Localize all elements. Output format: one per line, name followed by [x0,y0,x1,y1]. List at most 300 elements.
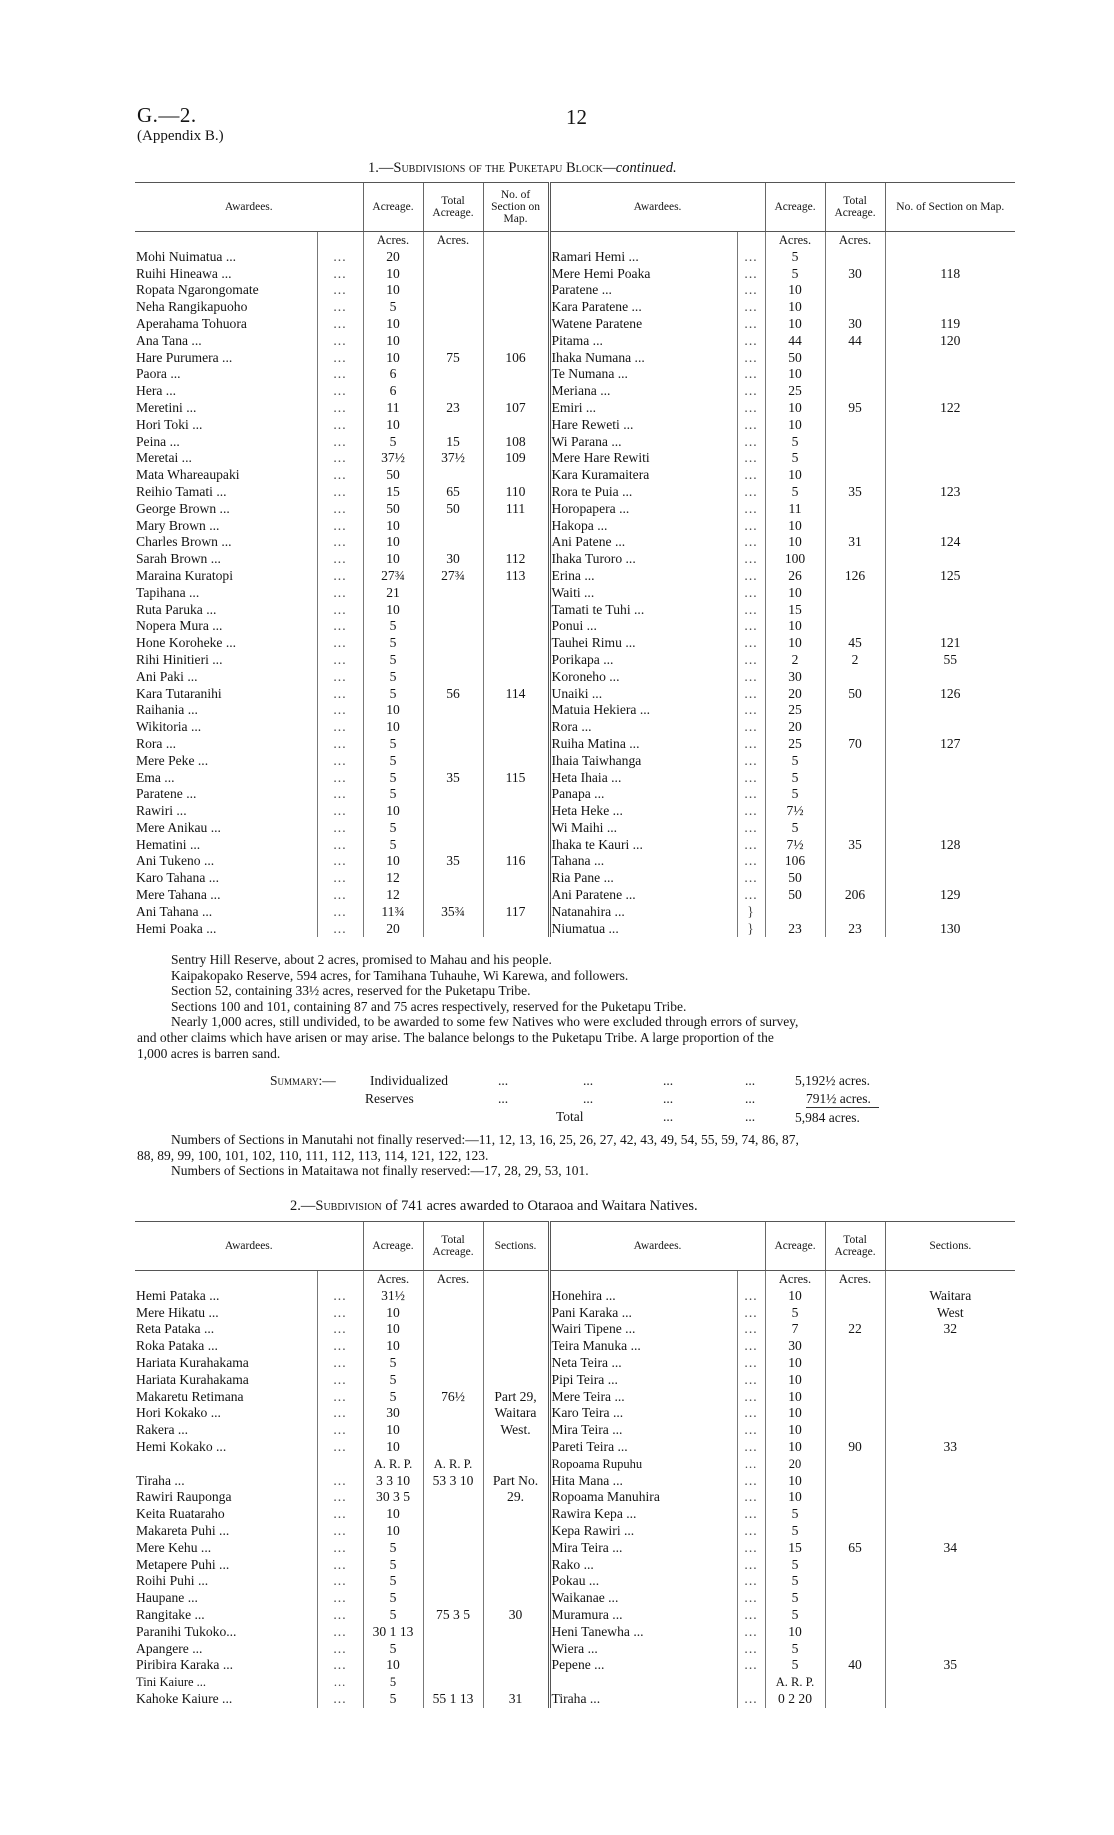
awardee-name: Koroneho ... [549,669,737,686]
acreage-value: 23 [765,921,825,938]
total-acreage-value [423,383,483,400]
acreage-value: 5 [363,786,423,803]
total-acreage-value [825,1590,885,1607]
awardee-name: Rora ... [549,719,737,736]
acreage-value: 10 [765,1439,825,1456]
leader-dots: ... [317,299,363,316]
awardee-name: Roihi Puhi ... [136,1573,209,1589]
summary-dots: ... [663,1091,674,1106]
table-row [135,366,1015,383]
total-acreage-value [825,1456,885,1473]
total-acreage-value [423,753,483,770]
acreage-value: 11 [765,501,825,518]
section-number [483,1355,549,1372]
acreage-value: 5 [363,1573,423,1590]
awardee-name: Hera ... [136,383,177,399]
awardee-name: Hori Toki ... [136,416,203,432]
section-number [885,249,1015,266]
leader-dots: ... [317,1439,363,1456]
table-row [135,702,1015,719]
awardee-name: Rora te Puia ... [549,484,737,501]
leader-dots: } [737,904,765,921]
section-number: 31 [483,1691,549,1708]
acreage-value: 10 [363,551,423,568]
col-sections-left: Sections. [483,1222,549,1271]
table-row [135,417,1015,434]
acreage-value: 50 [765,870,825,887]
total-acreage-value: 22 [825,1321,885,1338]
section-number [885,803,1015,820]
awardee-name: Ropoama Rupuhu [549,1456,737,1473]
awardee-name: Rawiri ... [136,803,187,819]
acreage-value: 10 [765,635,825,652]
leader-dots: ... [737,1691,765,1708]
section-number: 115 [483,770,549,787]
total-acreage-value [423,870,483,887]
leader-dots: ... [737,1573,765,1590]
section-number [885,366,1015,383]
awardee-name: Neta Teira ... [549,1355,737,1372]
total-acreage-value [825,719,885,736]
col-acreage-left: Acreage. [363,183,423,232]
acreage-value: 20 [765,719,825,736]
awardee-name: Mere Kehu ... [136,1539,212,1555]
leader-dots: ... [317,1674,363,1691]
acreage-value: A. R. P. [363,1456,423,1473]
acreage-value: 10 [765,1405,825,1422]
table-row [135,1355,1015,1372]
table-row [135,1573,1015,1590]
table-row [135,484,1015,501]
table-row [135,1624,1015,1641]
total-acreage-value: 30 [825,316,885,333]
acreage-value: 5 [363,1389,423,1406]
sections-notes [137,1132,799,1179]
total-acreage-value [825,1506,885,1523]
section2-heading-prefix: 2.— [290,1198,316,1214]
table-row [135,299,1015,316]
total-acreage-value [825,602,885,619]
section-number: 122 [885,400,1015,417]
awardee-name: Sarah Brown ... [136,551,221,567]
leader-dots: ... [737,1590,765,1607]
total-acreage-value [825,417,885,434]
acreage-value: 10 [363,1657,423,1674]
leader-dots: ... [317,450,363,467]
total-acreage-value [423,669,483,686]
section-number [885,1489,1015,1506]
acreage-value: Acres. [765,1271,825,1288]
acreage-value: 10 [363,417,423,434]
total-acreage-value: 126 [825,568,885,585]
acreage-value: 10 [363,719,423,736]
acreage-value: 0 2 20 [765,1691,825,1708]
section-number [483,786,549,803]
section-number [885,585,1015,602]
acreage-value: A. R. P. [765,1674,825,1691]
table-row [135,686,1015,703]
table-row [135,736,1015,753]
leader-dots: ... [317,400,363,417]
acreage-value: 10 [765,316,825,333]
leader-dots: ... [737,1422,765,1439]
acreage-value: 5 [765,1557,825,1574]
acreage-value: 50 [363,501,423,518]
awardee-name: Kara Paratene ... [549,299,737,316]
table-row [135,1641,1015,1658]
acreage-value: 10 [765,467,825,484]
section-number [885,501,1015,518]
leader-dots: ... [317,1624,363,1641]
leader-dots: ... [737,1657,765,1674]
total-acreage-value [825,585,885,602]
section-number [483,1456,549,1473]
table-row [135,786,1015,803]
total-acreage-value: A. R. P. [423,1456,483,1473]
acreage-value: 10 [363,602,423,619]
acreage-value: 25 [765,702,825,719]
acreage-value: 30 [765,1338,825,1355]
leader-dots: ... [317,1288,363,1305]
section-number [483,1674,549,1691]
section-number: 29. [483,1489,549,1506]
leader-dots: ... [737,400,765,417]
leader-dots [737,232,765,249]
total-acreage-value: 95 [825,400,885,417]
leader-dots: ... [317,501,363,518]
section-number [483,702,549,719]
section-number: Waitara [483,1405,549,1422]
acreage-value: 10 [765,400,825,417]
total-acreage-value [825,1523,885,1540]
table-row [135,887,1015,904]
section-number [885,1456,1015,1473]
total-acreage-value: Acres. [825,1271,885,1288]
doc-code: G.—2. [137,103,197,127]
acreage-value: 25 [765,736,825,753]
acreage-value: Acres. [363,232,423,249]
total-acreage-value [825,551,885,568]
acreage-value: 37½ [363,450,423,467]
total-acreage-value [423,1372,483,1389]
leader-dots: ... [317,669,363,686]
leader-dots: ... [737,1389,765,1406]
awardee-name: Rako ... [549,1557,737,1574]
leader-dots: ... [737,736,765,753]
total-acreage-value [423,1557,483,1574]
awardee-name: Ruta Paruka ... [136,601,217,617]
section-number [483,1506,549,1523]
leader-dots: ... [737,1624,765,1641]
awardee-name: Metapere Puhi ... [136,1556,230,1572]
total-acreage-value [825,366,885,383]
total-acreage-value: 75 [423,350,483,367]
leader-dots: ... [317,1657,363,1674]
awardee-name: Pareti Teira ... [549,1439,737,1456]
awardee-name: Tamati te Tuhi ... [549,602,737,619]
section-number [885,1590,1015,1607]
awardee-name: Ihaka Turoro ... [549,551,737,568]
section1-header-row [135,183,1015,232]
awardee-name: Hemi Kokako ... [136,1438,227,1454]
leader-dots: ... [737,1439,765,1456]
sections-note-line: Numbers of Sections in Manutahi not finally reserved:—11, 12, 13, 16, 25, 26, 27, 42, 43, 49, 54, 55, 59, 74, 86, 87, [171,1132,799,1147]
awardee-name: Hakopa ... [549,518,737,535]
section-number: 113 [483,568,549,585]
section-number: 30 [483,1607,549,1624]
acreage-value [765,904,825,921]
acreage-value: 20 [363,249,423,266]
awardee-name: Hita Mana ... [549,1473,737,1490]
acreage-value: 5 [363,820,423,837]
acreage-value: 25 [765,383,825,400]
section-number: 111 [483,501,549,518]
awardee-name: Pipi Teira ... [549,1372,737,1389]
acreage-value: 10 [765,518,825,535]
leader-dots: ... [737,1506,765,1523]
acreage-value: Acres. [765,232,825,249]
acreage-value: 5 [765,450,825,467]
acreage-value: 5 [363,1540,423,1557]
acreage-value: 5 [765,266,825,283]
total-acreage-value [825,518,885,535]
leader-dots: ... [737,249,765,266]
section-number [885,417,1015,434]
section-number: 126 [885,686,1015,703]
acreage-value: 5 [363,1607,423,1624]
acreage-value: 6 [363,383,423,400]
total-acreage-value [423,786,483,803]
total-acreage-value [825,450,885,467]
acreage-value: 10 [363,1523,423,1540]
section-number [885,618,1015,635]
section2-table [135,1221,1015,1708]
summary-individualized-value: 5,192½ acres. [795,1073,870,1088]
acreage-value: 10 [765,299,825,316]
table-row [135,1691,1015,1708]
section-number: West. [483,1422,549,1439]
leader-dots: ... [317,1506,363,1523]
table-row [135,837,1015,854]
awardee-name: Hariata Kurahakama [136,1371,249,1387]
total-acreage-value: 35 [825,484,885,501]
section-number [483,366,549,383]
awardee-name: Heni Tanewha ... [549,1624,737,1641]
table-row [135,1271,1015,1288]
section-number [483,1573,549,1590]
leader-dots [317,1271,363,1288]
total-acreage-value: Acres. [423,232,483,249]
total-acreage-value [825,1489,885,1506]
table-row [135,383,1015,400]
awardee-name: Mira Teira ... [549,1540,737,1557]
section-number [885,1389,1015,1406]
section-number [885,1624,1015,1641]
leader-dots: ... [737,1456,765,1473]
total-acreage-value: 45 [825,635,885,652]
leader-dots: ... [737,803,765,820]
section-number [483,635,549,652]
total-acreage-value [825,753,885,770]
section1-heading-prefix: 1.— [368,160,394,176]
acreage-value: 10 [765,534,825,551]
awardee-name: Mere Anikau ... [136,819,221,835]
acreage-value: 10 [765,1288,825,1305]
awardee-name: Ponui ... [549,618,737,635]
awardee-name: Hemi Pataka ... [136,1287,220,1303]
section-number [483,518,549,535]
leader-dots: ... [317,366,363,383]
table-row [135,1473,1015,1490]
total-acreage-value: 50 [825,686,885,703]
leader-dots: ... [317,316,363,333]
section-number [885,1338,1015,1355]
total-acreage-value [825,820,885,837]
section-number [885,1691,1015,1708]
leader-dots: ... [317,618,363,635]
summary-dots: ... [663,1109,674,1124]
section-number [885,299,1015,316]
total-acreage-value [825,467,885,484]
section-number: 121 [885,635,1015,652]
total-acreage-value: 75 3 5 [423,1607,483,1624]
table-row [135,450,1015,467]
leader-dots: ... [317,921,363,938]
section-number: Part 29, [483,1389,549,1406]
total-acreage-value [423,518,483,535]
table-row [135,1338,1015,1355]
section-number [483,1288,549,1305]
leader-dots: ... [317,1573,363,1590]
awardee-name: Mere Tahana ... [136,887,221,903]
awardee-name: Hori Kokako ... [136,1405,221,1421]
total-acreage-value: 35¾ [423,904,483,921]
awardee-name: Rawira Kepa ... [549,1506,737,1523]
appendix-label: (Appendix B.) [137,128,224,144]
acreage-value: 5 [363,1590,423,1607]
total-acreage-value [825,1405,885,1422]
leader-dots: ... [737,820,765,837]
acreage-value: 10 [363,350,423,367]
acreage-value: 10 [363,1506,423,1523]
leader-dots: ... [317,1422,363,1439]
leader-dots: ... [737,1523,765,1540]
acreage-value: 10 [765,1489,825,1506]
acreage-value: 5 [363,1641,423,1658]
awardee-name: Reihio Tamati ... [136,483,227,499]
awardee-name: Tapihana ... [136,584,200,600]
total-acreage-value [423,652,483,669]
awardee-name: Waiti ... [549,585,737,602]
section-number [483,333,549,350]
leader-dots: ... [737,770,765,787]
total-acreage-value [423,333,483,350]
awardee-name: Tiraha ... [549,1691,737,1708]
table-row [135,1456,1015,1473]
acreage-value: 10 [765,1372,825,1389]
acreage-value: 5 [765,1657,825,1674]
leader-dots: ... [737,434,765,451]
leader-dots: ... [317,719,363,736]
acreage-value: 12 [363,887,423,904]
awardee-name: Meriana ... [549,383,737,400]
leader-dots: ... [317,417,363,434]
acreage-value: 5 [363,1674,423,1691]
section-number [483,1338,549,1355]
total-acreage-value: 53 3 10 [423,1473,483,1490]
section-number: Waitara [885,1288,1015,1305]
acreage-value: 31½ [363,1288,423,1305]
leader-dots: ... [317,434,363,451]
total-acreage-value [825,1338,885,1355]
total-acreage-value [423,803,483,820]
acreage-value: 10 [363,1321,423,1338]
awardee-name: Paora ... [136,366,181,382]
awardee-name: Mere Peke ... [136,752,209,768]
note-line: Sentry Hill Reserve, about 2 acres, promised to Mahau and his people. [171,952,552,967]
acreage-value: 10 [363,1439,423,1456]
section-number [483,1372,549,1389]
leader-dots: ... [317,1557,363,1574]
awardee-name: Ani Paratene ... [549,887,737,904]
total-acreage-value [825,669,885,686]
acreage-value: 10 [363,803,423,820]
total-acreage-value: 35 [423,770,483,787]
awardee-name: Matuia Hekiera ... [549,702,737,719]
section-number [483,1321,549,1338]
awardee-name: Rangitake ... [136,1606,205,1622]
total-acreage-value [825,1372,885,1389]
awardee-name: Ihaka te Kauri ... [549,837,737,854]
section-number [483,1523,549,1540]
col-sections-right: Sections. [885,1222,1015,1271]
section-number [483,870,549,887]
section-number [885,551,1015,568]
awardee-name: Ruiha Matina ... [549,736,737,753]
table-row [135,434,1015,451]
leader-dots: ... [317,702,363,719]
table-row [135,652,1015,669]
awardee-name: Heta Ihaia ... [549,770,737,787]
leader-dots: ... [737,333,765,350]
note-line: 1,000 acres is barren sand. [137,1045,281,1061]
awardee-name [549,1674,737,1691]
sections-note-line: Numbers of Sections in Mataitawa not finally reserved:—17, 28, 29, 53, 101. [171,1163,589,1179]
awardee-name: Karo Teira ... [549,1405,737,1422]
awardee-name: Ramari Hemi ... [549,249,737,266]
section-number [885,702,1015,719]
leader-dots: ... [317,1607,363,1624]
acreage-value: 5 [363,669,423,686]
total-acreage-value [825,853,885,870]
leader-dots: ... [317,1691,363,1708]
table-row [135,719,1015,736]
leader-dots: ... [737,1557,765,1574]
col-acreage-left: Acreage. [363,1222,423,1271]
table-row [135,1422,1015,1439]
note-line: Sections 100 and 101, containing 87 and 75 acres respectively, reserved for the Puketapu Tribe. [171,998,687,1014]
awardee-name: Pepene ... [549,1657,737,1674]
section-number [885,282,1015,299]
col-awardees-left: Awardees. [135,183,363,232]
awardee-name: Paratene ... [136,786,197,802]
section-number [483,837,549,854]
section-number: Part No. [483,1473,549,1490]
section-number [483,719,549,736]
awardee-name: Rora ... [136,735,177,751]
table-row [135,921,1015,938]
section-number [483,534,549,551]
